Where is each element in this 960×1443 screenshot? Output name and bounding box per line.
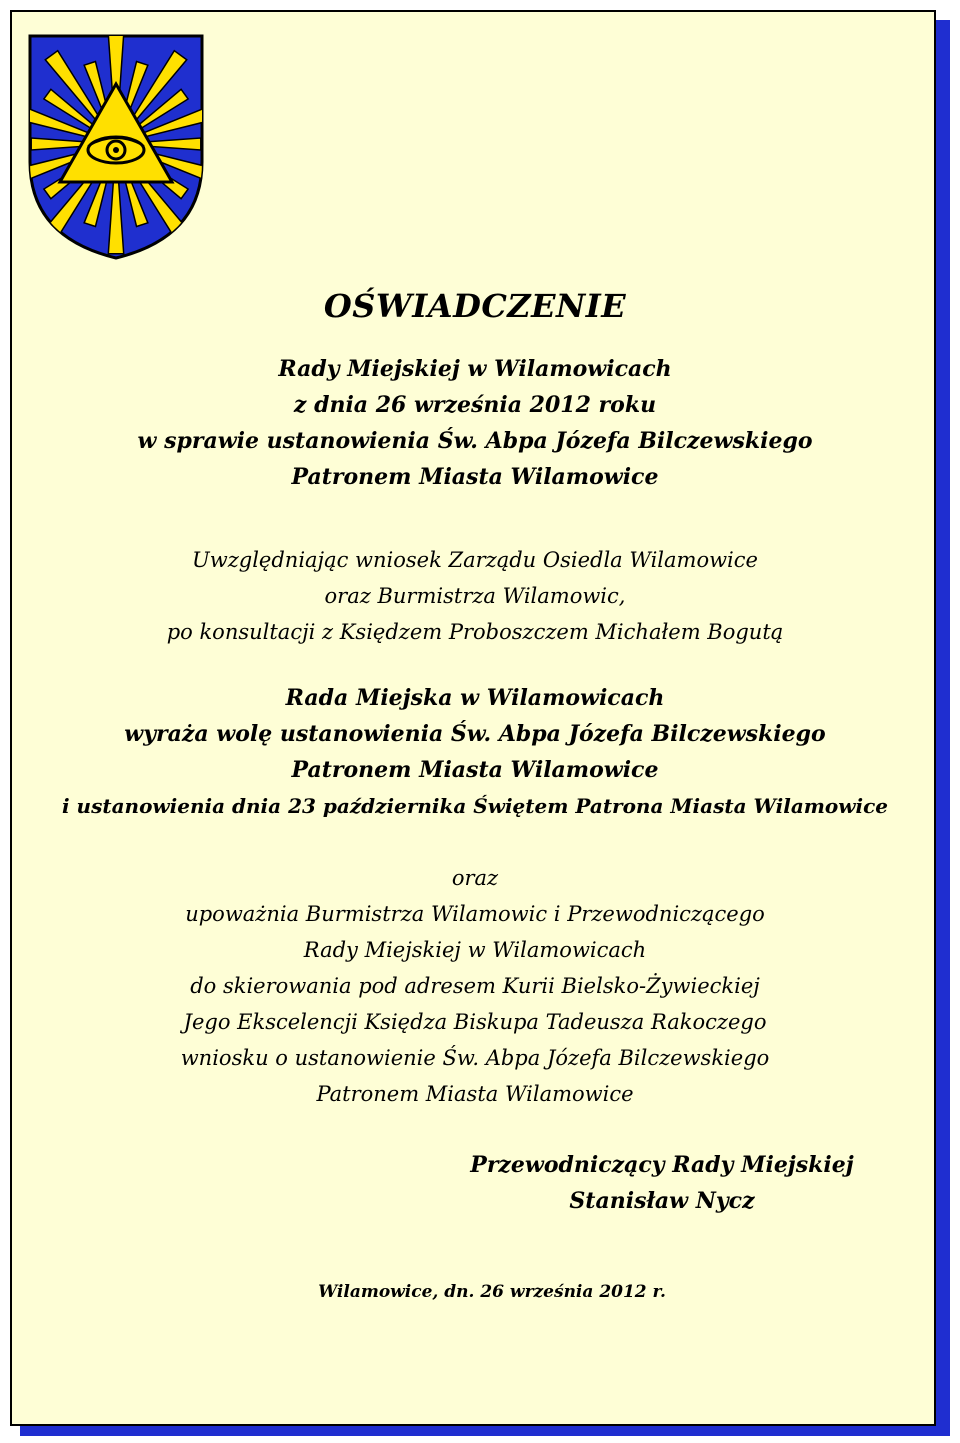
authorization-line: upoważnia Burmistrza Wilamowic i Przewodniczącego — [185, 902, 765, 926]
authorization-line: do skierowania pod adresem Kurii Bielsko-Żywieckiej — [190, 974, 760, 998]
authorization — [12, 860, 938, 1112]
heading-line: w sprawie ustanowienia Św. Abpa Józefa Bilczewskiego — [137, 428, 813, 454]
authorization-line: wniosku o ustanowienie Św. Abpa Józefa Bilczewskiego — [180, 1046, 770, 1070]
authorization-line: Patronem Miasta Wilamowice — [316, 1082, 634, 1106]
preamble-line: oraz Burmistrza Wilamowic, — [324, 584, 626, 608]
heading-line: Patronem Miasta Wilamowice — [291, 464, 659, 490]
signature-block — [352, 1147, 960, 1219]
preamble-line: Uwzględniając wniosek Zarządu Osiedla Wilamowice — [192, 548, 758, 572]
document-heading — [12, 351, 938, 495]
preamble-line: po konsultacji z Księdzem Proboszczem Michałem Bogutą — [166, 620, 784, 644]
signature-name: Stanisław Nycz — [569, 1188, 755, 1214]
resolution-line: wyraża wolę ustanowienia Św. Abpa Józefa Bilczewskiego — [124, 721, 826, 747]
signature-role: Przewodniczący Rady Miejskiej — [470, 1152, 854, 1178]
authorization-line: Rady Miejskiej w Wilamowicach — [303, 938, 647, 962]
resolution — [12, 680, 938, 824]
heading-line: z dnia 26 września 2012 roku — [293, 392, 657, 418]
resolution-line: i ustanowienia dnia 23 października Świętem Patrona Miasta Wilamowice — [61, 794, 888, 818]
place-date — [12, 1274, 960, 1310]
coat-of-arms-icon — [26, 32, 206, 262]
preamble — [12, 542, 938, 650]
document-page — [10, 10, 936, 1426]
authorization-line: oraz — [451, 866, 499, 890]
place-date-text: Wilamowice, dn. 26 września 2012 r. — [318, 1282, 666, 1302]
document-title: OŚWIADCZENIE — [323, 287, 627, 325]
authorization-line: Jego Ekscelencji Księdza Biskupa Tadeusza Rakoczego — [183, 1010, 767, 1034]
resolution-line: Rada Miejska w Wilamowicach — [285, 685, 665, 711]
heading-line: Rady Miejskiej w Wilamowicach — [278, 356, 672, 382]
resolution-line: Patronem Miasta Wilamowice — [291, 757, 659, 783]
